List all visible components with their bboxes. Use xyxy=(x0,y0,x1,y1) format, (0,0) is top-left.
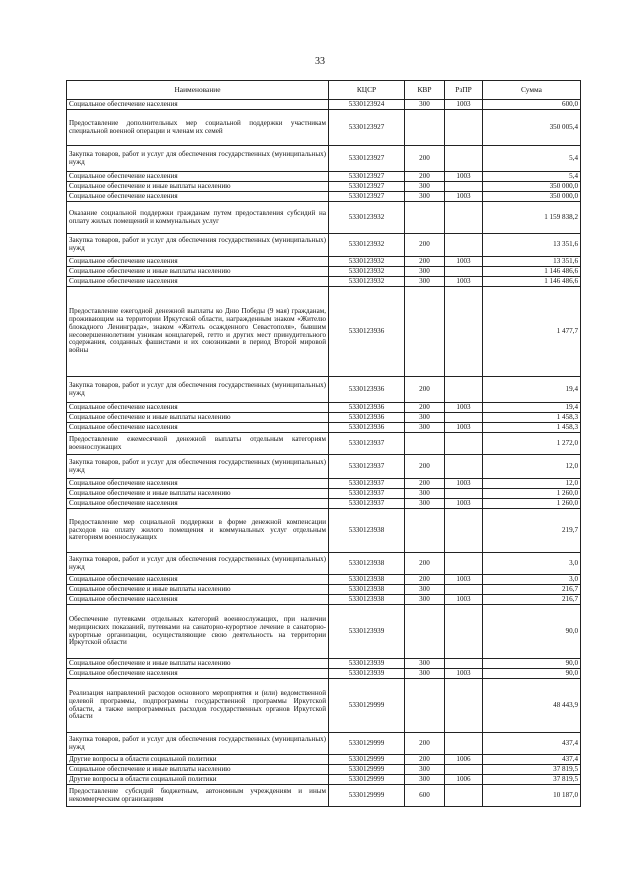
cell-name: Социальное обеспечение и иные выплаты населению xyxy=(67,489,329,499)
cell-kvr xyxy=(405,433,445,455)
cell-kcsr: 5330123937 xyxy=(329,479,405,489)
cell-kcsr: 5330123932 xyxy=(329,202,405,234)
cell-sum: 1 159 838,2 xyxy=(483,202,581,234)
cell-kcsr: 5330129999 xyxy=(329,733,405,755)
table-row xyxy=(67,146,581,172)
cell-kcsr: 5330123937 xyxy=(329,433,405,455)
cell-rzpr: 1003 xyxy=(445,257,483,267)
cell-name: Обеспечение путевками отдельных категорий военнослужащих, при наличии медицинских показаний, путевками на санаторно-курортное лечение в санаторно-курортные организации, осуществляющие свою деятельность на территории Иркутской области xyxy=(67,605,329,659)
table-row xyxy=(67,172,581,182)
cell-name: Социальное обеспечение населения xyxy=(67,100,329,110)
cell-rzpr: 1003 xyxy=(445,172,483,182)
cell-rzpr xyxy=(445,605,483,659)
column-header-kcsr: КЦСР xyxy=(329,81,405,100)
cell-sum: 90,0 xyxy=(483,669,581,679)
cell-rzpr: 1003 xyxy=(445,499,483,509)
table-row xyxy=(67,413,581,423)
table-row xyxy=(67,423,581,433)
cell-sum: 1 146 486,6 xyxy=(483,267,581,277)
table-row xyxy=(67,479,581,489)
cell-rzpr: 1003 xyxy=(445,277,483,287)
cell-name: Закупка товаров, работ и услуг для обеспечения государственных (муниципальных) нужд xyxy=(67,455,329,479)
cell-kvr: 300 xyxy=(405,267,445,277)
cell-kcsr: 5330123938 xyxy=(329,575,405,585)
cell-name: Реализация направлений расходов основного мероприятия и (или) ведомственной целевой программы, подпрограммы государственной программы Иркутской области, а также непрограммных расходов государственных органов Иркутской области xyxy=(67,679,329,733)
cell-name: Социальное обеспечение населения xyxy=(67,423,329,433)
table-row xyxy=(67,257,581,267)
cell-sum: 90,0 xyxy=(483,605,581,659)
cell-sum: 1 146 486,6 xyxy=(483,277,581,287)
table-row xyxy=(67,110,581,146)
cell-kcsr: 5330123927 xyxy=(329,146,405,172)
table-row xyxy=(67,100,581,110)
cell-sum: 216,7 xyxy=(483,585,581,595)
cell-sum: 5,4 xyxy=(483,146,581,172)
cell-kvr: 300 xyxy=(405,595,445,605)
cell-rzpr xyxy=(445,182,483,192)
cell-rzpr xyxy=(445,785,483,807)
cell-rzpr xyxy=(445,679,483,733)
cell-kvr: 300 xyxy=(405,489,445,499)
cell-name: Предоставление ежегодной денежной выплаты ко Дню Победы (9 мая) гражданам, проживающим на территории Иркутской области, награжденным знаком «Жителю блокадного Ленинграда», знаком «Житель осажденного Севастополя», бывшим несовершеннолетним узникам концлагерей, гетто и других мест принудительного содержания, созданных фашистами и их союзниками в период Второй мировой войны xyxy=(67,287,329,377)
cell-kcsr: 5330123932 xyxy=(329,277,405,287)
table-row xyxy=(67,202,581,234)
cell-kvr: 300 xyxy=(405,277,445,287)
cell-name: Закупка товаров, работ и услуг для обеспечения государственных (муниципальных) нужд xyxy=(67,234,329,257)
cell-kvr xyxy=(405,679,445,733)
cell-kvr: 300 xyxy=(405,765,445,775)
cell-kcsr: 5330129999 xyxy=(329,775,405,785)
cell-kcsr: 5330123924 xyxy=(329,100,405,110)
cell-rzpr xyxy=(445,234,483,257)
cell-kcsr: 5330129999 xyxy=(329,755,405,765)
cell-rzpr xyxy=(445,202,483,234)
cell-kcsr: 5330123938 xyxy=(329,595,405,605)
cell-kcsr: 5330123932 xyxy=(329,267,405,277)
cell-sum: 1 260,0 xyxy=(483,489,581,499)
cell-sum: 3,0 xyxy=(483,575,581,585)
cell-kcsr: 5330123939 xyxy=(329,605,405,659)
cell-name: Социальное обеспечение и иные выплаты населению xyxy=(67,585,329,595)
cell-kvr: 200 xyxy=(405,146,445,172)
cell-rzpr: 1003 xyxy=(445,403,483,413)
cell-kvr: 200 xyxy=(405,455,445,479)
cell-sum: 5,4 xyxy=(483,172,581,182)
cell-rzpr xyxy=(445,110,483,146)
cell-kvr: 200 xyxy=(405,755,445,765)
cell-kvr: 300 xyxy=(405,669,445,679)
cell-kcsr: 5330123939 xyxy=(329,659,405,669)
table-body xyxy=(67,100,581,807)
cell-kvr: 300 xyxy=(405,413,445,423)
table-header-row xyxy=(67,81,581,100)
cell-kcsr: 5330123938 xyxy=(329,509,405,553)
cell-kvr: 300 xyxy=(405,423,445,433)
cell-sum: 10 187,0 xyxy=(483,785,581,807)
table-row xyxy=(67,182,581,192)
cell-sum: 219,7 xyxy=(483,509,581,553)
cell-kcsr: 5330123937 xyxy=(329,489,405,499)
table-row xyxy=(67,192,581,202)
cell-kcsr: 5330123932 xyxy=(329,257,405,267)
cell-kcsr: 5330123936 xyxy=(329,287,405,377)
cell-kvr: 300 xyxy=(405,499,445,509)
column-header-sum: Сумма xyxy=(483,81,581,100)
cell-rzpr xyxy=(445,489,483,499)
cell-name: Оказание социальной поддержки гражданам путем предоставления субсидий на оплату жилых помещений и коммунальных услуг xyxy=(67,202,329,234)
cell-kvr: 200 xyxy=(405,553,445,575)
table-row xyxy=(67,659,581,669)
column-header-kvr: КВР xyxy=(405,81,445,100)
cell-kcsr: 5330123936 xyxy=(329,403,405,413)
cell-kvr: 300 xyxy=(405,182,445,192)
cell-kcsr: 5330123937 xyxy=(329,455,405,479)
cell-name: Социальное обеспечение населения xyxy=(67,403,329,413)
cell-name: Социальное обеспечение населения xyxy=(67,479,329,489)
cell-sum: 350 000,0 xyxy=(483,192,581,202)
table-row xyxy=(67,733,581,755)
cell-rzpr xyxy=(445,585,483,595)
cell-rzpr: 1003 xyxy=(445,192,483,202)
cell-sum: 19,4 xyxy=(483,403,581,413)
cell-name: Другие вопросы в области социальной политики xyxy=(67,775,329,785)
cell-name: Предоставление дополнительных мер социальной поддержки участникам специальной военной операции и членам их семей xyxy=(67,110,329,146)
cell-kcsr: 5330123939 xyxy=(329,669,405,679)
table-row xyxy=(67,553,581,575)
cell-rzpr: 1003 xyxy=(445,575,483,585)
table-row xyxy=(67,785,581,807)
cell-kvr xyxy=(405,605,445,659)
cell-sum: 350 005,4 xyxy=(483,110,581,146)
cell-kvr: 200 xyxy=(405,172,445,182)
cell-kvr xyxy=(405,110,445,146)
cell-name: Предоставление мер социальной поддержки в форме денежной компенсации расходов на оплату жилого помещения и коммунальных услуг отдельным категориям военнослужащих xyxy=(67,509,329,553)
cell-kcsr: 5330129999 xyxy=(329,785,405,807)
cell-kvr: 300 xyxy=(405,659,445,669)
column-header-rzpr: РзПР xyxy=(445,81,483,100)
cell-rzpr xyxy=(445,553,483,575)
table-row xyxy=(67,403,581,413)
cell-rzpr xyxy=(445,377,483,403)
cell-kvr: 200 xyxy=(405,479,445,489)
cell-rzpr xyxy=(445,413,483,423)
cell-kcsr: 5330123938 xyxy=(329,585,405,595)
table-row xyxy=(67,267,581,277)
cell-rzpr xyxy=(445,765,483,775)
cell-name: Социальное обеспечение населения xyxy=(67,277,329,287)
cell-kcsr: 5330123932 xyxy=(329,234,405,257)
cell-sum: 437,4 xyxy=(483,733,581,755)
table-row xyxy=(67,287,581,377)
cell-sum: 350 000,0 xyxy=(483,182,581,192)
cell-name: Социальное обеспечение населения xyxy=(67,257,329,267)
table-row xyxy=(67,234,581,257)
table-row xyxy=(67,509,581,553)
cell-kvr: 200 xyxy=(405,403,445,413)
table-row xyxy=(67,489,581,499)
cell-sum: 600,0 xyxy=(483,100,581,110)
budget-table xyxy=(66,80,581,807)
cell-kvr: 600 xyxy=(405,785,445,807)
cell-kvr: 300 xyxy=(405,100,445,110)
cell-kcsr: 5330123927 xyxy=(329,192,405,202)
page-number: 33 xyxy=(315,56,325,67)
cell-name: Социальное обеспечение и иные выплаты населению xyxy=(67,413,329,423)
cell-rzpr: 1006 xyxy=(445,775,483,785)
cell-name: Социальное обеспечение населения xyxy=(67,669,329,679)
table-row xyxy=(67,433,581,455)
cell-rzpr: 1006 xyxy=(445,755,483,765)
table-row xyxy=(67,377,581,403)
cell-sum: 37 819,5 xyxy=(483,775,581,785)
cell-rzpr: 1003 xyxy=(445,100,483,110)
cell-kcsr: 5330129999 xyxy=(329,679,405,733)
table-row xyxy=(67,585,581,595)
cell-sum: 13 351,6 xyxy=(483,257,581,267)
table-row xyxy=(67,277,581,287)
cell-kvr xyxy=(405,287,445,377)
cell-sum: 13 351,6 xyxy=(483,234,581,257)
table-row xyxy=(67,605,581,659)
cell-kvr: 200 xyxy=(405,575,445,585)
cell-rzpr: 1003 xyxy=(445,423,483,433)
cell-name: Социальное обеспечение населения xyxy=(67,192,329,202)
cell-kvr: 300 xyxy=(405,775,445,785)
cell-name: Закупка товаров, работ и услуг для обеспечения государственных (муниципальных) нужд xyxy=(67,377,329,403)
cell-kvr: 200 xyxy=(405,377,445,403)
cell-sum: 90,0 xyxy=(483,659,581,669)
table-row xyxy=(67,455,581,479)
cell-rzpr xyxy=(445,659,483,669)
table-row xyxy=(67,679,581,733)
cell-name: Социальное обеспечение и иные выплаты населению xyxy=(67,765,329,775)
cell-rzpr: 1003 xyxy=(445,669,483,679)
table-row xyxy=(67,575,581,585)
cell-rzpr xyxy=(445,146,483,172)
column-header-name: Наименование xyxy=(67,81,329,100)
cell-name: Другие вопросы в области социальной политики xyxy=(67,755,329,765)
cell-rzpr: 1003 xyxy=(445,479,483,489)
cell-rzpr xyxy=(445,455,483,479)
cell-name: Предоставление субсидий бюджетным, автономным учреждениям и иным некоммерческим организациям xyxy=(67,785,329,807)
cell-kcsr: 5330123927 xyxy=(329,172,405,182)
cell-sum: 48 443,9 xyxy=(483,679,581,733)
cell-kcsr: 5330123927 xyxy=(329,182,405,192)
cell-name: Предоставление ежемесячной денежной выплаты отдельным категориям военнослужащих xyxy=(67,433,329,455)
cell-sum: 37 819,5 xyxy=(483,765,581,775)
cell-kvr: 300 xyxy=(405,585,445,595)
cell-sum: 1 260,0 xyxy=(483,499,581,509)
cell-kcsr: 5330129999 xyxy=(329,765,405,775)
cell-rzpr xyxy=(445,287,483,377)
table-row xyxy=(67,765,581,775)
cell-name: Закупка товаров, работ и услуг для обеспечения государственных (муниципальных) нужд xyxy=(67,733,329,755)
cell-sum: 12,0 xyxy=(483,455,581,479)
cell-name: Социальное обеспечение населения xyxy=(67,595,329,605)
cell-sum: 1 458,3 xyxy=(483,413,581,423)
cell-kcsr: 5330123936 xyxy=(329,377,405,403)
cell-kvr: 200 xyxy=(405,733,445,755)
table-row xyxy=(67,595,581,605)
cell-sum: 437,4 xyxy=(483,755,581,765)
cell-sum: 1 458,3 xyxy=(483,423,581,433)
cell-sum: 1 272,0 xyxy=(483,433,581,455)
cell-kcsr: 5330123938 xyxy=(329,553,405,575)
cell-kvr xyxy=(405,202,445,234)
cell-sum: 3,0 xyxy=(483,553,581,575)
cell-kvr: 300 xyxy=(405,192,445,202)
cell-kvr: 200 xyxy=(405,257,445,267)
cell-sum: 216,7 xyxy=(483,595,581,605)
cell-name: Социальное обеспечение и иные выплаты населению xyxy=(67,267,329,277)
cell-rzpr xyxy=(445,267,483,277)
cell-rzpr xyxy=(445,733,483,755)
table-row xyxy=(67,775,581,785)
cell-name: Социальное обеспечение и иные выплаты населению xyxy=(67,659,329,669)
cell-name: Закупка товаров, работ и услуг для обеспечения государственных (муниципальных) нужд xyxy=(67,553,329,575)
cell-name: Социальное обеспечение населения xyxy=(67,575,329,585)
cell-rzpr xyxy=(445,433,483,455)
table-row xyxy=(67,669,581,679)
cell-kvr xyxy=(405,509,445,553)
table-row xyxy=(67,755,581,765)
cell-sum: 1 477,7 xyxy=(483,287,581,377)
cell-rzpr xyxy=(445,509,483,553)
cell-kvr: 200 xyxy=(405,234,445,257)
cell-kcsr: 5330123937 xyxy=(329,499,405,509)
cell-kcsr: 5330123927 xyxy=(329,110,405,146)
cell-name: Социальное обеспечение населения xyxy=(67,499,329,509)
cell-kcsr: 5330123936 xyxy=(329,423,405,433)
cell-name: Закупка товаров, работ и услуг для обеспечения государственных (муниципальных) нужд xyxy=(67,146,329,172)
cell-sum: 12,0 xyxy=(483,479,581,489)
cell-name: Социальное обеспечение населения xyxy=(67,172,329,182)
cell-sum: 19,4 xyxy=(483,377,581,403)
cell-name: Социальное обеспечение и иные выплаты населению xyxy=(67,182,329,192)
cell-kcsr: 5330123936 xyxy=(329,413,405,423)
table-row xyxy=(67,499,581,509)
cell-rzpr: 1003 xyxy=(445,595,483,605)
